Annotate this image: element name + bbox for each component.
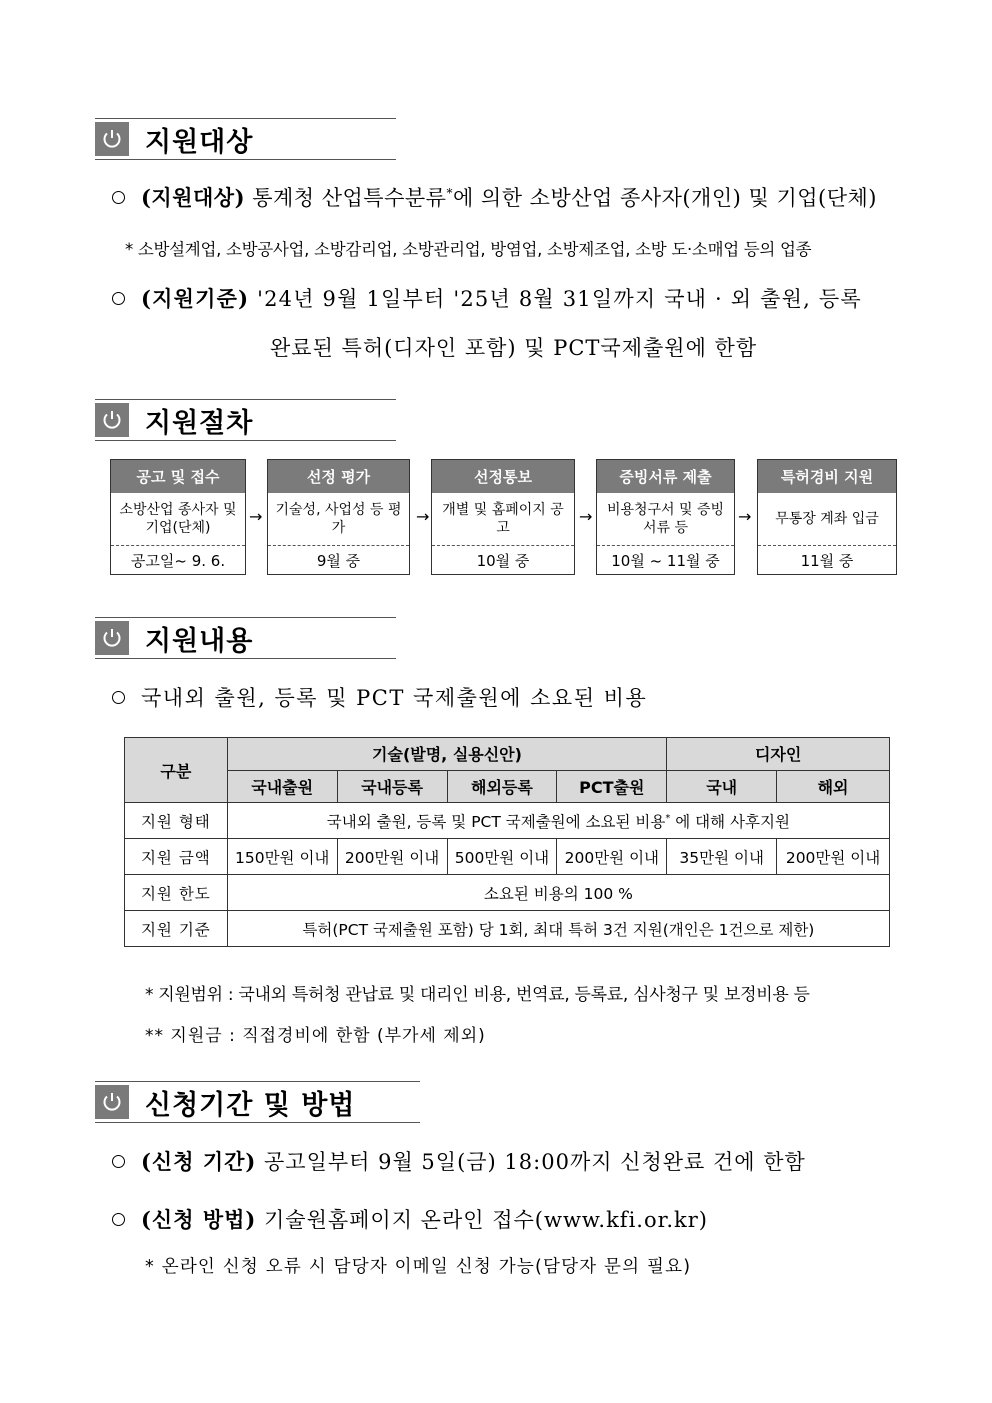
item-label: (신청 기간): [141, 1149, 257, 1174]
item-label: (지원기준): [141, 286, 250, 311]
target-item: [112, 182, 877, 212]
item-label: (신청 방법): [141, 1207, 257, 1232]
table-row: [125, 803, 890, 839]
flow-step: [596, 459, 735, 575]
row-label: 지원 형태: [125, 803, 228, 839]
table-cell: 200만원 이내: [777, 839, 890, 875]
flow-step: [431, 459, 575, 575]
item-text: 에 의한 소방산업 종사자(개인) 및 기업(단체): [452, 186, 877, 210]
table-col: PCT출원: [557, 770, 667, 803]
bullet-circle-icon: [112, 1213, 125, 1226]
table-row: [125, 911, 890, 947]
support-table: [124, 737, 890, 947]
table-col: 국내출원: [227, 770, 337, 803]
table-cell: 국내외 출원, 등록 및 PCT 국제출원에 소요된 비용* 에 대해 사후지원: [227, 803, 889, 839]
step-body: 개별 및 홈페이지 공고: [432, 493, 574, 546]
arrow-right-icon: →: [249, 507, 263, 526]
step-foot: 공고일~ 9. 6.: [130, 551, 226, 570]
step-head: 증빙서류 제출: [597, 460, 734, 493]
item-text: 기술원홈페이지 온라인 접수(www.kfi.or.kr): [256, 1208, 708, 1232]
section-header-procedure: [95, 399, 396, 441]
flow-step: [110, 459, 246, 575]
step-head: 특허경비 지원: [758, 460, 896, 493]
table-cell: 150만원 이내: [227, 839, 337, 875]
apply-period: [112, 1146, 806, 1176]
item-label: (지원대상): [141, 185, 246, 210]
arrow-right-icon: →: [579, 507, 593, 526]
item-text: 통계청 산업특수분류: [245, 186, 447, 210]
row-label: 지원 금액: [125, 839, 228, 875]
table-group-design: 디자인: [667, 738, 890, 771]
power-icon: [95, 621, 129, 655]
content-note: * 지원범위 : 국내외 특허청 관납료 및 대리인 비용, 번역료, 등록료, 심사청구 및 보정비용 등: [145, 985, 810, 1005]
step-foot: 11월 중: [800, 551, 854, 570]
table-cell: 200만원 이내: [557, 839, 667, 875]
item-text: 국내외 출원, 등록 및 PCT 국제출원에 소요된 비용: [141, 686, 648, 710]
arrow-right-icon: →: [416, 507, 430, 526]
table-row: [125, 839, 890, 875]
bullet-circle-icon: [112, 1155, 125, 1168]
table-group-tech: 기술(발명, 실용신안): [227, 738, 667, 771]
table-col: 해외등록: [447, 770, 557, 803]
table-cell: 500만원 이내: [447, 839, 557, 875]
step-body: 소방산업 종사자 및 기업(단체): [111, 493, 245, 546]
step-foot: 10월 ~ 11월 중: [611, 551, 720, 570]
step-body: 무통장 계좌 입금: [758, 493, 896, 546]
step-head: 공고 및 접수: [111, 460, 245, 493]
flow-step: [757, 459, 897, 575]
item-text: 공고일부터 9월 5일(금) 18:00까지 신청완료 건에 한함: [256, 1150, 806, 1174]
apply-note: * 온라인 신청 오류 시 담당자 이메일 신청 가능(담당자 문의 필요): [145, 1257, 692, 1277]
section-title: 지원내용: [145, 625, 254, 657]
step-foot: 9월 중: [316, 551, 361, 570]
apply-method: [112, 1204, 708, 1234]
table-cell: 소요된 비용의 100 %: [227, 875, 889, 911]
target-note: * 소방설계업, 소방공사업, 소방감리업, 소방관리업, 방염업, 소방제조업, 소방 도·소매업 등의 업종: [125, 240, 812, 259]
table-row: [125, 875, 890, 911]
section-header-target: [95, 118, 396, 160]
criteria-item: [112, 283, 862, 313]
section-title: 지원대상: [145, 126, 254, 158]
arrow-right-icon: →: [738, 507, 752, 526]
row-label: 지원 기준: [125, 911, 228, 947]
bullet-circle-icon: [112, 191, 125, 204]
row-label: 지원 한도: [125, 875, 228, 911]
table-col: 국내등록: [337, 770, 447, 803]
bullet-circle-icon: [112, 691, 125, 704]
table-corner: 구분: [125, 738, 228, 803]
bullet-circle-icon: [112, 292, 125, 305]
step-head: 선정통보: [432, 460, 574, 493]
item-text: '24년 9월 1일부터 '25년 8월 31일까지 국내 · 외 출원, 등록: [249, 287, 862, 311]
content-intro: [112, 682, 647, 712]
table-col: 해외: [777, 770, 890, 803]
table-cell: 200만원 이내: [337, 839, 447, 875]
footnote-mark: *: [446, 186, 453, 200]
criteria-item-cont: 완료된 특허(디자인 포함) 및 PCT국제출원에 한함: [270, 336, 758, 360]
step-foot: 10월 중: [476, 551, 530, 570]
content-note: ** 지원금 : 직접경비에 한함 (부가세 제외): [145, 1026, 486, 1046]
section-header-content: [95, 617, 396, 659]
step-body: 비용청구서 및 증빙서류 등: [597, 493, 734, 546]
table-col: 국내: [667, 770, 777, 803]
step-head: 선정 평가: [268, 460, 409, 493]
table-cell: 35만원 이내: [667, 839, 777, 875]
table-cell: 특허(PCT 국제출원 포함) 당 1회, 최대 특허 3건 지원(개인은 1건으로 제한): [227, 911, 889, 947]
section-title: 신청기간 및 방법: [145, 1089, 356, 1121]
section-header-apply: [95, 1081, 420, 1123]
power-icon: [95, 403, 129, 437]
power-icon: [95, 1085, 129, 1119]
flow-step: [267, 459, 410, 575]
process-flow: [110, 459, 897, 575]
power-icon: [95, 122, 129, 156]
step-body: 기술성, 사업성 등 평가: [268, 493, 409, 546]
section-title: 지원절차: [145, 407, 254, 439]
